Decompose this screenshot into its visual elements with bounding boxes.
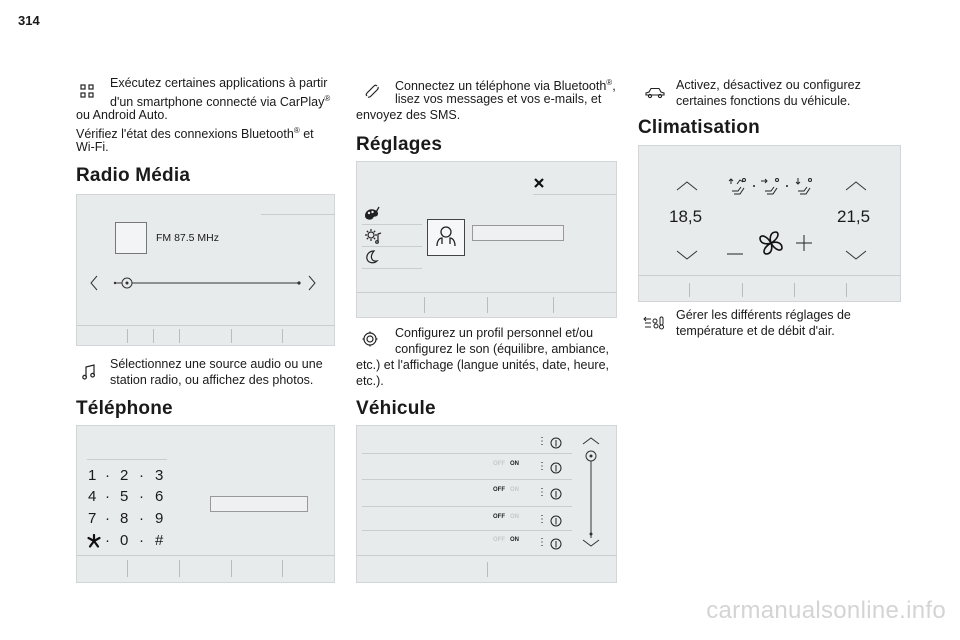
settings-desc-line2: configurez le son (équilibre, ambiance, (395, 342, 610, 356)
divider (87, 459, 167, 460)
divider (362, 506, 572, 507)
divider (362, 246, 422, 247)
scroll-slider[interactable] (579, 436, 603, 553)
tab-separator (231, 560, 232, 577)
key-sep: · (105, 488, 110, 505)
number-input[interactable] (210, 496, 308, 512)
more-icon: ⋮ (537, 436, 547, 447)
tab-separator (153, 329, 154, 343)
apps-text-line4: Vérifiez l'état des connexions Bluetooth® et (76, 126, 314, 142)
temp-right-down-icon[interactable] (845, 247, 867, 265)
key-8[interactable]: 8 (120, 510, 129, 527)
divider (362, 224, 422, 225)
clim-desc-line1: Gérer les différents réglages de (676, 308, 851, 322)
tab-separator (424, 297, 425, 313)
key-3[interactable]: 3 (155, 467, 164, 484)
key-4[interactable]: 4 (88, 488, 97, 505)
divider (357, 555, 617, 556)
clim-screen (638, 145, 901, 302)
key-sep: · (139, 467, 144, 484)
info-icon[interactable] (550, 487, 562, 505)
divider (533, 194, 617, 195)
temp-left-up-icon[interactable] (676, 178, 698, 196)
phone-screen (76, 425, 335, 583)
chevron-left-icon[interactable] (90, 275, 98, 296)
key-sep: · (105, 532, 110, 549)
key-sep: · (105, 467, 110, 484)
more-icon[interactable]: ⋮ (537, 537, 547, 548)
divider (362, 268, 422, 269)
key-6[interactable]: 6 (155, 488, 164, 505)
fan-decrease-icon[interactable] (727, 242, 743, 260)
toggle-row-4[interactable]: OFF ON (493, 537, 520, 543)
apps-text-line3: ou Android Auto. (76, 108, 168, 122)
vehicle-text-line1: Activez, désactivez ou configurez (676, 78, 861, 92)
climate-controls-icon (643, 316, 665, 335)
apps-text-line5: Wi-Fi. (76, 140, 109, 154)
profile-name-input[interactable] (472, 225, 564, 241)
apps-text-line1: Exécutez certaines applications à partir (110, 76, 328, 90)
chevron-right-icon[interactable] (308, 275, 316, 296)
more-icon[interactable]: ⋮ (537, 514, 547, 525)
tab-separator (127, 560, 128, 577)
vehicle-heading: Véhicule (356, 398, 436, 419)
radio-frequency[interactable]: FM 87.5 MHz (156, 232, 220, 244)
temp-left-value: 18,5 (669, 207, 703, 226)
watermark: carmanualsonline.info (706, 597, 946, 624)
key-2[interactable]: 2 (120, 467, 129, 484)
vehicle-text-line2: certaines fonctions du véhicule. (676, 94, 851, 108)
apps-grid-icon (80, 84, 94, 103)
profile-tile[interactable] (427, 219, 465, 256)
settings-desc-line4: etc.). (356, 374, 384, 388)
key-sep: · (139, 510, 144, 527)
close-icon[interactable] (533, 176, 545, 194)
bt-text-line1: Connectez un téléphone via Bluetooth®, (395, 78, 616, 94)
info-icon[interactable] (550, 537, 562, 555)
tab-separator (179, 329, 180, 343)
tab-separator (127, 329, 128, 343)
radio-desc-line2: station radio, ou affichez des photos. (110, 373, 314, 387)
radio-heading: Radio Média (76, 165, 191, 186)
toggle-row-2[interactable]: OFF ON (493, 487, 520, 493)
tab-separator (282, 329, 283, 343)
divider (362, 530, 572, 531)
tab-separator (689, 283, 690, 297)
air-distribution-icon[interactable] (728, 176, 818, 203)
clim-heading: Climatisation (638, 117, 760, 138)
fan-icon (757, 229, 785, 262)
settings-heading: Réglages (356, 134, 443, 155)
divider (357, 292, 617, 293)
key-1[interactable]: 1 (88, 467, 97, 484)
vehicle-screen (356, 425, 617, 583)
tab-separator (553, 297, 554, 313)
tab-separator (794, 283, 795, 297)
bt-text-line3: envoyez des SMS. (356, 108, 461, 122)
divider (362, 453, 572, 454)
toggle-row-3[interactable]: OFF ON (493, 514, 520, 520)
info-icon[interactable] (550, 461, 562, 479)
more-icon[interactable]: ⋮ (537, 461, 547, 472)
radio-screen (76, 194, 335, 346)
night-mode-icon[interactable] (365, 250, 379, 269)
divider (639, 275, 901, 276)
temp-right-up-icon[interactable] (845, 178, 867, 196)
key-9[interactable]: 9 (155, 510, 164, 527)
settings-screen (356, 161, 617, 318)
divider (77, 555, 335, 556)
phone-heading: Téléphone (76, 398, 173, 419)
settings-desc-line3: etc.) et l'affichage (langue unités, date, heure, (356, 358, 610, 372)
star-key-icon[interactable] (87, 534, 101, 553)
toggle-row-1[interactable]: OFF ON (493, 461, 520, 467)
key-hash[interactable]: # (155, 532, 164, 549)
tab-separator (846, 283, 847, 297)
car-icon (645, 86, 665, 104)
music-note-icon (82, 364, 96, 385)
key-sep: · (139, 488, 144, 505)
tab-separator (179, 560, 180, 577)
key-sep: · (139, 532, 144, 549)
tab-separator (742, 283, 743, 297)
tab-separator (231, 329, 232, 343)
tab-separator (487, 562, 488, 577)
frequency-slider[interactable] (113, 276, 303, 295)
apps-text-line2: d'un smartphone connecté via CarPlay® (110, 94, 331, 110)
bt-text-line2: lisez vos messages et vos e-mails, et (395, 92, 602, 106)
phone-icon (365, 84, 379, 103)
radio-desc-line1: Sélectionnez une source audio ou une (110, 357, 323, 371)
divider (261, 214, 335, 215)
gear-icon (362, 331, 378, 352)
divider (362, 479, 572, 480)
tab-separator (282, 560, 283, 577)
fan-increase-icon[interactable] (796, 235, 812, 256)
more-icon[interactable]: ⋮ (537, 487, 547, 498)
key-0[interactable]: 0 (120, 532, 129, 549)
key-sep: · (105, 510, 110, 527)
tab-separator (487, 297, 488, 313)
key-7[interactable]: 7 (88, 510, 97, 527)
info-icon[interactable] (550, 436, 562, 454)
user-icon (428, 220, 464, 255)
clim-desc-line2: température et de débit d'air. (676, 324, 835, 338)
station-logo (115, 222, 147, 254)
divider (77, 325, 335, 326)
temp-left-down-icon[interactable] (676, 247, 698, 265)
page-number: 314 (18, 13, 40, 28)
key-5[interactable]: 5 (120, 488, 129, 505)
temp-right-value: 21,5 (837, 207, 871, 226)
settings-desc-line1: Configurez un profil personnel et/ou (395, 326, 594, 340)
